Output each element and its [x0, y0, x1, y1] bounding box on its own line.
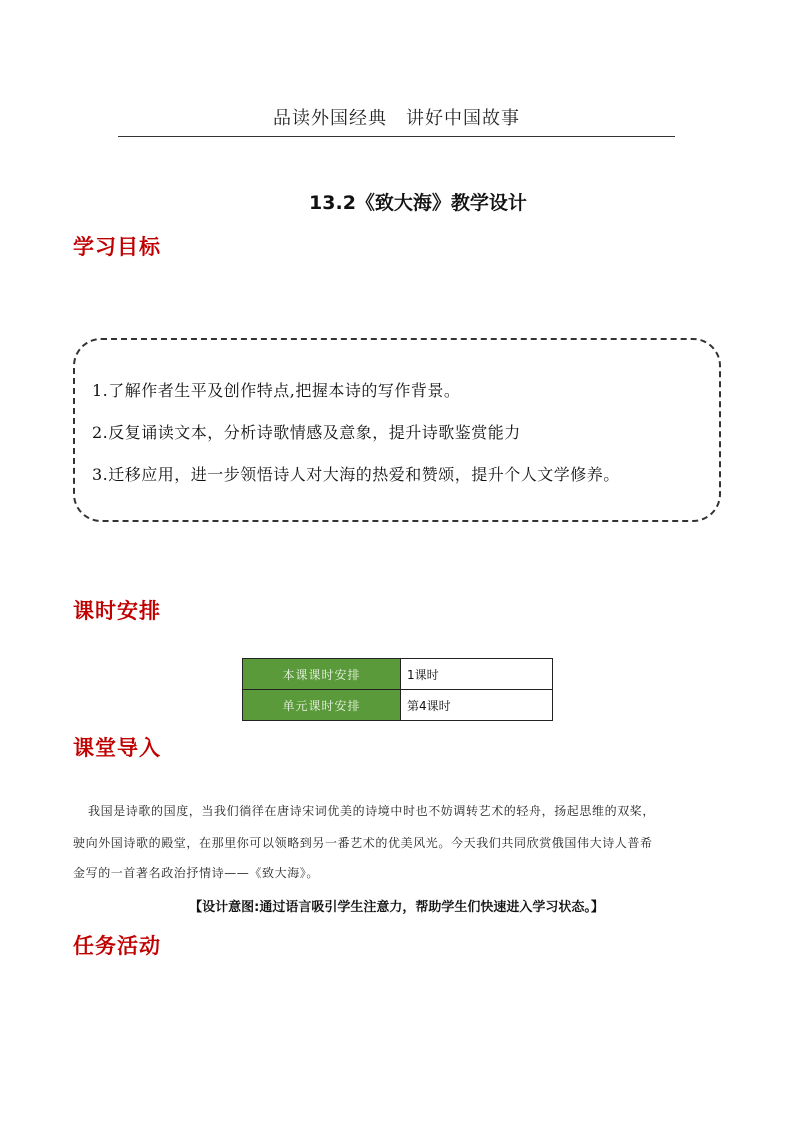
- objective-item: 2.反复诵读文本，分析诗歌情感及意象，提升诗歌鉴赏能力: [92, 423, 521, 442]
- schedule-value: 第4课时: [401, 690, 553, 721]
- section-heading-schedule: 课时安排: [73, 599, 161, 623]
- schedule-table: [242, 658, 553, 721]
- header-title: 品读外国经典 讲好中国故事: [273, 108, 520, 129]
- schedule-label: 单元课时安排: [243, 690, 401, 721]
- intro-paragraph-line: 驶向外国诗歌的殿堂，在那里你可以领略到另一番艺术的优美风光。今天我们共同欣赏俄国伟大诗人普希: [73, 836, 653, 850]
- schedule-label: 本课课时安排: [243, 659, 401, 690]
- intro-paragraph-line: 金写的一首著名政治抒情诗——《致大海》。: [73, 866, 320, 880]
- intro-paragraph-line: 我国是诗歌的国度，当我们徜徉在唐诗宋词优美的诗境中时也不妨调转艺术的轻舟，扬起思维的双桨，: [88, 804, 656, 818]
- section-heading-tasks: 任务活动: [73, 934, 161, 958]
- design-intent-note: 【设计意图:通过语言吸引学生注意力，帮助学生们快速进入学习状态。】: [189, 900, 604, 915]
- section-heading-intro: 课堂导入: [73, 736, 161, 760]
- table-row: [243, 659, 553, 690]
- table-row: [243, 690, 553, 721]
- document-title: 13.2《致大海》教学设计: [309, 192, 527, 214]
- section-heading-objectives: 学习目标: [73, 235, 161, 259]
- objective-item: 1.了解作者生平及创作特点,把握本诗的写作背景。: [92, 381, 461, 400]
- objective-item: 3.迁移应用，进一步领悟诗人对大海的热爱和赞颂，提升个人文学修养。: [92, 465, 620, 484]
- header-divider: [118, 136, 675, 137]
- schedule-value: 1课时: [401, 659, 553, 690]
